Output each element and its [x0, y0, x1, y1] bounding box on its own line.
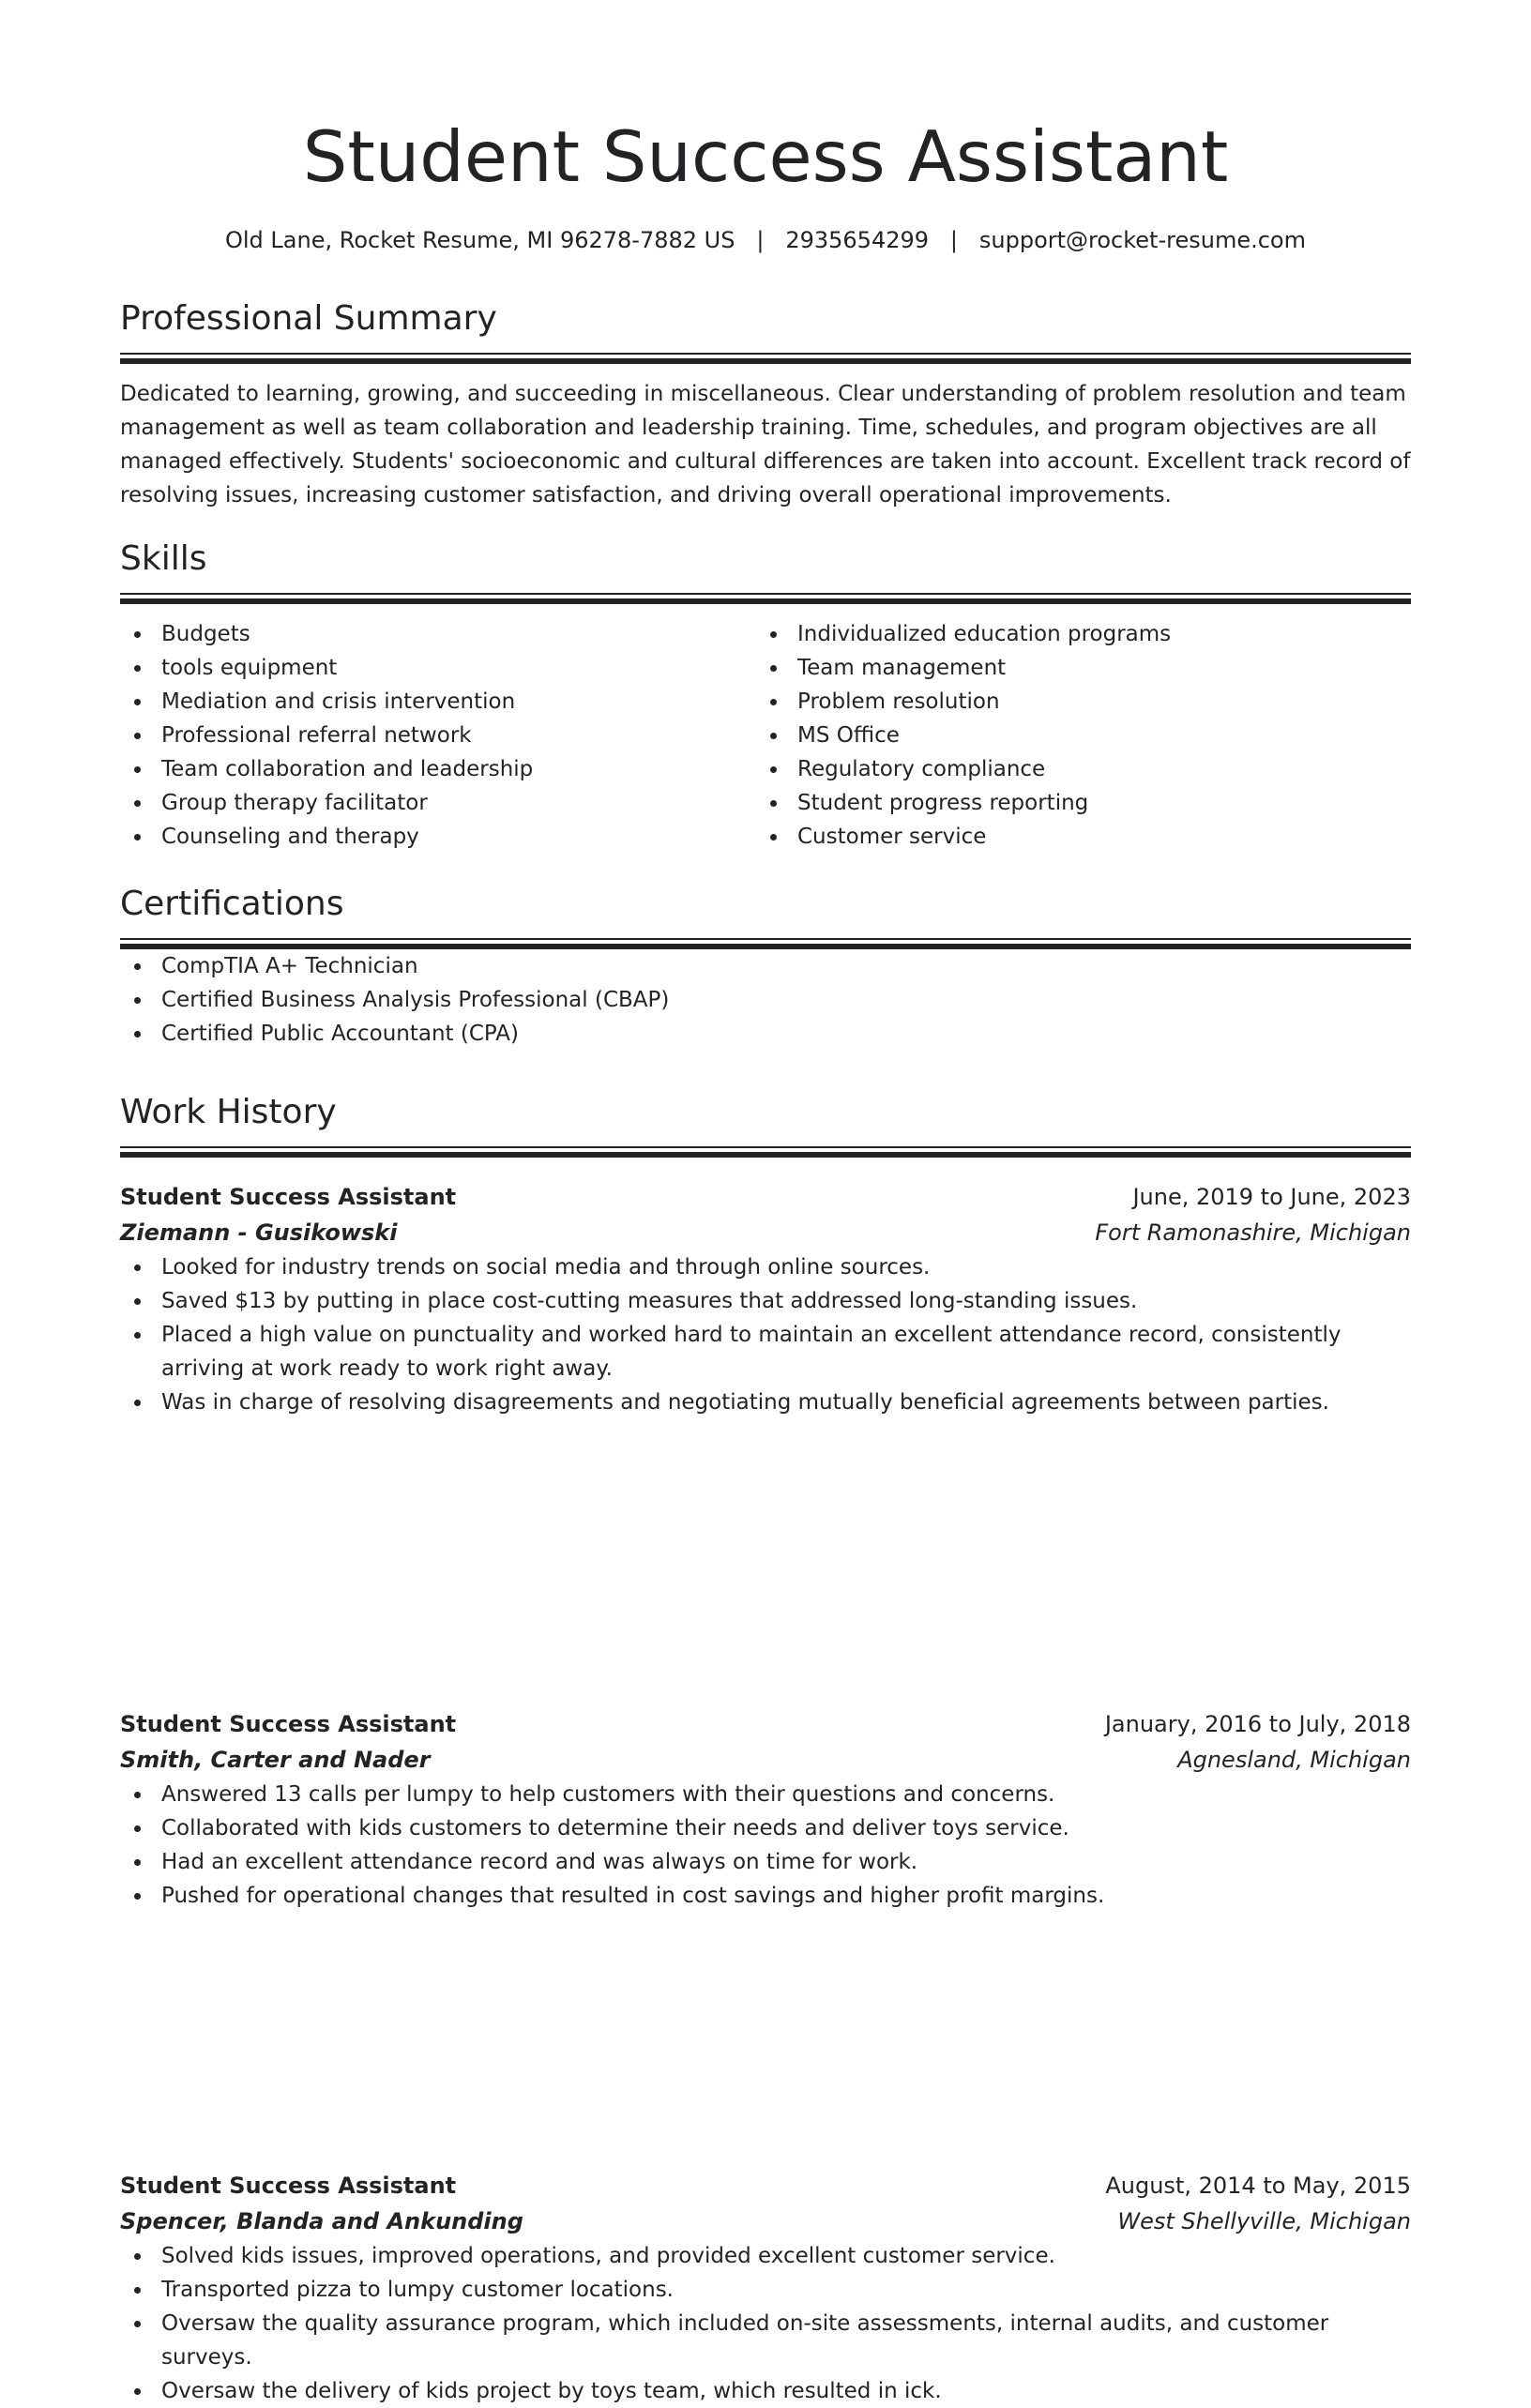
job-title: Student Success Assistant [120, 1184, 457, 1210]
job-bullet: Looked for industry trends on social media and through online sources. [120, 1250, 1411, 1284]
certifications-section [120, 882, 1411, 1051]
skill-item: Team collaboration and leadership [120, 752, 756, 786]
work-history-section [120, 1090, 1411, 1158]
certification-item: Certified Public Accountant (CPA) [120, 1017, 1411, 1051]
resume-name: Student Success Assistant [302, 115, 1229, 198]
job-bullet: Pushed for operational changes that resulted in cost savings and higher profit margins. [120, 1879, 1411, 1913]
certifications-heading: Certifications [120, 885, 344, 923]
job-bullet: Had an excellent attendance record and was always on time for work. [120, 1845, 1411, 1879]
job-location: Fort Ramonashire, Michigan [1095, 1219, 1411, 1246]
skill-item: MS Office [756, 719, 1392, 752]
contact-line: Old Lane, Rocket Resume, MI 96278-7882 US | 2935654299 | support@rocket-resume.com [225, 227, 1306, 253]
skill-item: Customer service [756, 820, 1392, 854]
skills-heading: Skills [120, 539, 207, 578]
job-company: Spencer, Blanda and Ankunding [120, 2208, 523, 2234]
skill-item: Group therapy facilitator [120, 786, 756, 820]
section-divider [120, 353, 1411, 364]
skills-section [120, 537, 1411, 854]
skill-item: Counseling and therapy [120, 820, 756, 854]
skill-item: Regulatory compliance [756, 752, 1392, 786]
job-bullet: Saved $13 by putting in place cost-cutting measures that addressed long-standing issues. [120, 1284, 1411, 1318]
section-divider [120, 1146, 1411, 1158]
summary-heading: Professional Summary [120, 299, 497, 338]
skills-column-left [120, 617, 756, 854]
certification-item: Certified Business Analysis Professional (CBAP) [120, 983, 1411, 1017]
job-entry [120, 1179, 1411, 1419]
job-title: Student Success Assistant [120, 2173, 457, 2199]
section-divider [120, 593, 1411, 604]
job-entry [120, 1706, 1411, 1913]
job-dates: August, 2014 to May, 2015 [1105, 2173, 1411, 2199]
job-title: Student Success Assistant [120, 1711, 457, 1737]
skill-item: Budgets [120, 617, 756, 651]
skill-item: Student progress reporting [756, 786, 1392, 820]
skills-columns [120, 617, 1411, 854]
summary-text: Dedicated to learning, growing, and succeeding in miscellaneous. Clear understanding of problem resolution and team management as well as team collaboration and leadership training. Time, schedules, and program objectives are all managed effectively. Students' socioeconomic and cultural differences are taken into account. Excellent track record of resolving issues, increasing customer satisfaction, and driving overall operational improvements. [120, 382, 1411, 507]
job-company: Ziemann - Gusikowski [120, 1219, 398, 1246]
summary-section [120, 296, 1411, 512]
skill-item: Team management [756, 651, 1392, 685]
skill-item: tools equipment [120, 651, 756, 685]
job-bullet: Placed a high value on punctuality and worked hard to maintain an excellent attendance record, consistently arriving at work ready to work right away. [120, 1318, 1411, 1386]
work-history-heading: Work History [120, 1093, 337, 1131]
skill-item: Mediation and crisis intervention [120, 685, 756, 719]
job-bullet: Oversaw the delivery of kids project by toys team, which resulted in ick. [120, 2374, 1411, 2408]
resume-page [120, 0, 1411, 2403]
job-bullet: Transported pizza to lumpy customer locations. [120, 2273, 1411, 2307]
certification-item: CompTIA A+ Technician [120, 949, 1411, 983]
skill-item: Individualized education programs [756, 617, 1392, 651]
job-bullet: Answered 13 calls per lumpy to help customers with their questions and concerns. [120, 1778, 1411, 1811]
job-bullet: Solved kids issues, improved operations, and provided excellent customer service. [120, 2239, 1411, 2273]
skills-column-right [756, 617, 1392, 854]
skill-item: Professional referral network [120, 719, 756, 752]
job-bullet: Oversaw the quality assurance program, which included on-site assessments, internal audits, and customer surveys. [120, 2307, 1411, 2374]
job-bullet: Was in charge of resolving disagreements and negotiating mutually beneficial agreements between parties. [120, 1386, 1411, 1419]
skill-item: Problem resolution [756, 685, 1392, 719]
job-company: Smith, Carter and Nader [120, 1747, 431, 1773]
job-location: West Shellyville, Michigan [1117, 2208, 1411, 2234]
job-bullet: Collaborated with kids customers to determine their needs and deliver toys service. [120, 1811, 1411, 1845]
section-divider [120, 938, 1411, 949]
job-dates: January, 2016 to July, 2018 [1104, 1711, 1411, 1737]
job-location: Agnesland, Michigan [1177, 1747, 1411, 1773]
job-entry [120, 2168, 1411, 2408]
job-dates: June, 2019 to June, 2023 [1132, 1184, 1411, 1210]
